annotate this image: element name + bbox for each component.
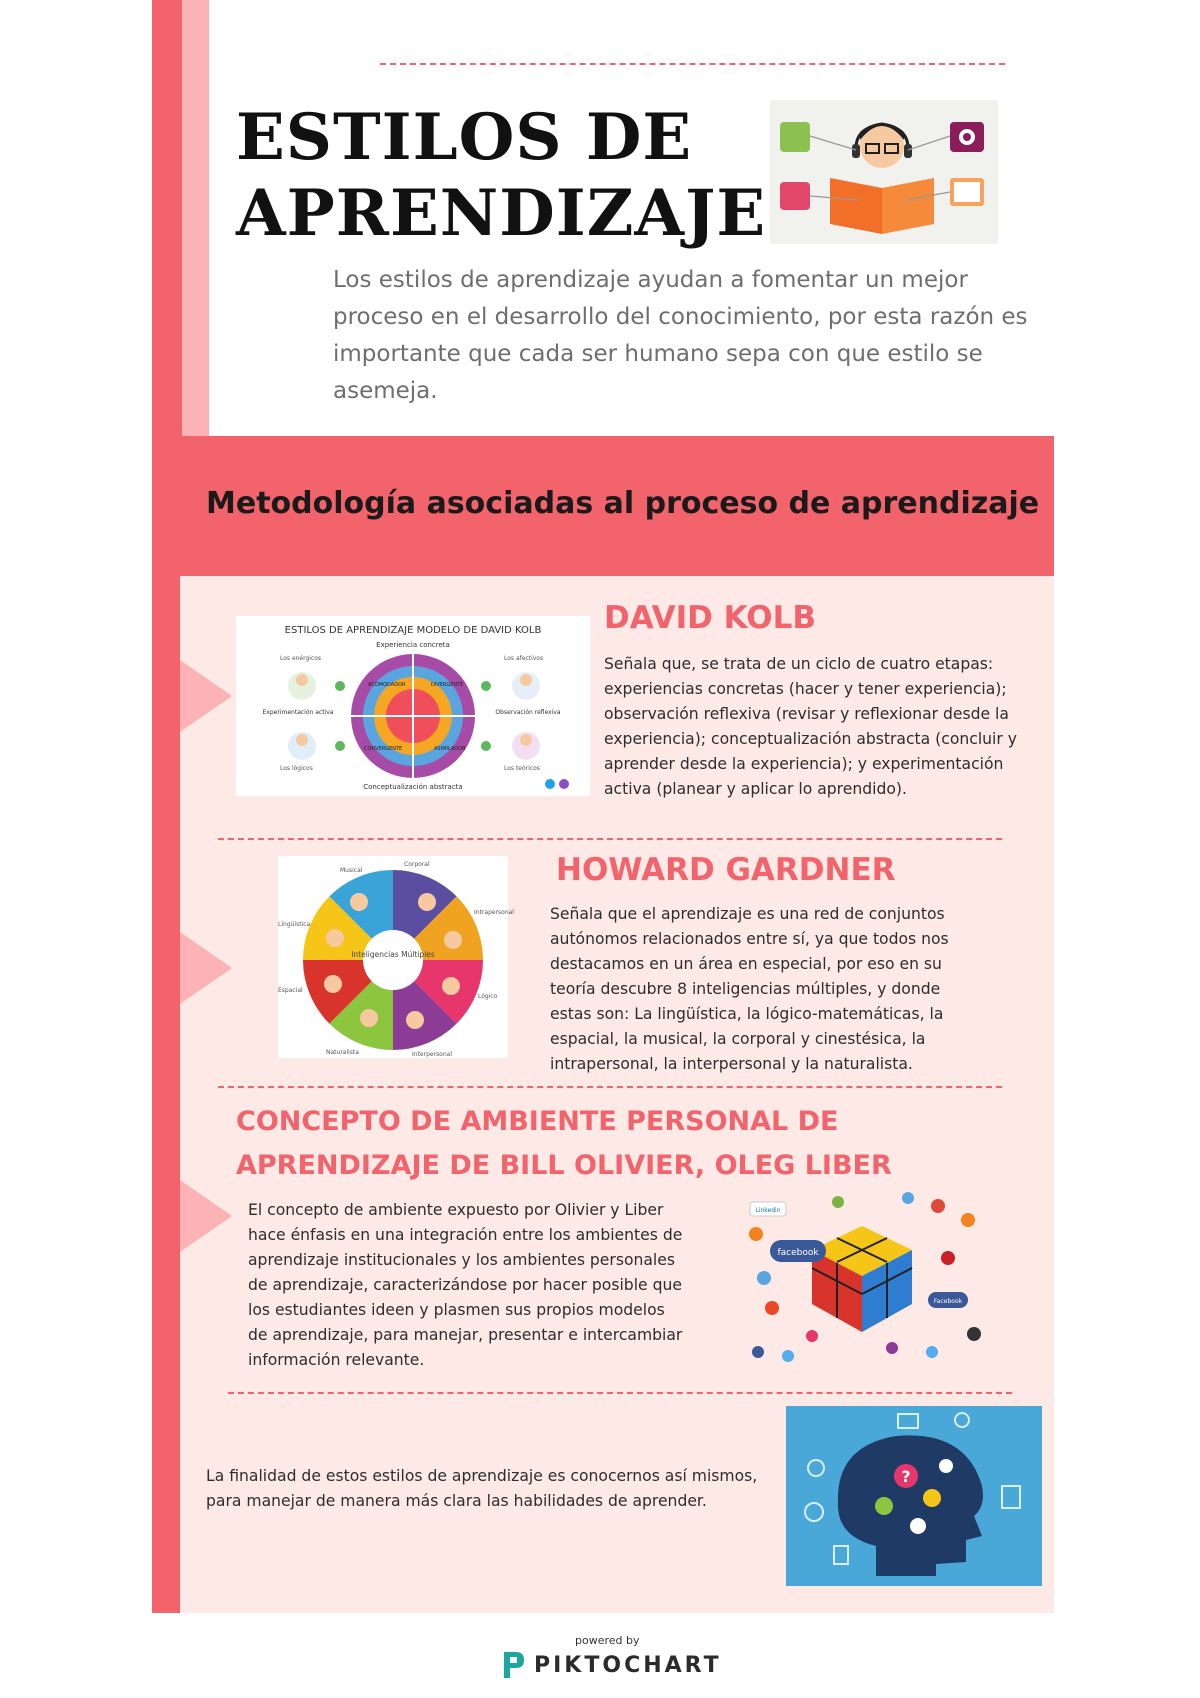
kolb-quadrant-2: DIVERGENTE <box>431 682 464 688</box>
kolb-character-2: Los afectivos <box>504 655 544 662</box>
kolb-diagram <box>236 616 590 796</box>
banner-title: Metodología asociadas al proceso de aprendizaje <box>206 486 1040 521</box>
footer-logo[interactable] <box>500 1650 722 1680</box>
gardner-label-6: Naturalista <box>326 1049 359 1056</box>
kolb-label-bottom: Conceptualización abstracta <box>363 783 463 791</box>
badge-facebook: facebook <box>777 1248 819 1258</box>
reader-illustration <box>770 100 998 244</box>
gardner-wheel <box>278 856 514 1058</box>
divider-1 <box>218 838 1002 840</box>
concept-title-line-1: CONCEPTO DE AMBIENTE PERSONAL DE <box>236 1106 839 1137</box>
concept-text: El concepto de ambiente expuesto por Olivier y Liber hace énfasis en una integración entre los ambientes de aprendizaje institucionales y los ambientes personales de aprendizaje, caracterizándose por hacer posible que los estudiantes ideen y plasmen sus propios modelos de aprendizaje, para manejar, presentar e intercambiar información relevante. <box>248 1201 683 1369</box>
gardner-title: HOWARD GARDNER <box>556 852 896 888</box>
kolb-character-1: Los enérgicos <box>280 655 322 662</box>
gardner-label-1: Musical <box>340 867 363 874</box>
badge-facebook-small: Facebook <box>933 1298 963 1305</box>
question-icon: ? <box>901 1467 911 1486</box>
footer-brand: PIKTOCHART <box>534 1652 722 1678</box>
gardner-label-7: Espacial <box>278 987 303 994</box>
badge-linkedin: Linkedin <box>755 1207 781 1214</box>
kolb-label-right: Observación reflexiva <box>495 709 561 716</box>
kolb-quadrant-4: ASIMILADOR <box>434 746 466 752</box>
gardner-label-5: Interpersonal <box>412 1051 452 1058</box>
gardner-label-3: Intrapersonal <box>474 909 514 916</box>
kolb-diagram-title: ESTILOS DE APRENDIZAJE MODELO DE DAVID KOLB <box>284 625 542 636</box>
concept-title <box>236 1100 996 1188</box>
footer-powered-by: powered by <box>575 1634 640 1647</box>
brain-illustration <box>786 1406 1042 1586</box>
kolb-character-4: Los teóricos <box>504 765 540 772</box>
page-title-line-2: APRENDIZAJE <box>236 176 767 251</box>
kolb-arrow-marker <box>180 660 232 732</box>
intro-paragraph: Los estilos de aprendizaje ayudan a fomentar un mejor proceso en el desarrollo del conocimiento, por esta razón es importante que cada ser humano sepa con que estilo se asemeja. <box>333 267 1028 404</box>
kolb-label-left: Experimentación activa <box>262 709 334 716</box>
gardner-wheel-center: Inteligencias Múltiples <box>351 950 435 959</box>
concept-arrow-marker <box>180 1180 232 1252</box>
kolb-label-top: Experiencia concreta <box>376 641 450 649</box>
kolb-quadrant-3: CONVERGENTE <box>364 746 403 752</box>
kolb-quadrant-1: ACOMODADOR <box>368 682 406 688</box>
gardner-arrow-marker <box>180 932 232 1004</box>
page-title <box>236 100 767 252</box>
left-accent-bar-light <box>182 0 209 436</box>
social-media-cube <box>742 1176 994 1372</box>
page-title-line-1: ESTILOS DE <box>236 100 693 175</box>
kolb-text: Señala que, se trata de un ciclo de cuatro etapas: experiencias concretas (hacer y tener experiencia); observación reflexiva (revisar y reflexionar desde la experiencia); conceptualización abstracta (concluir y aprender desde la experiencia); y experimentación activa (planear y aplicar lo aprendido). <box>604 655 1017 798</box>
divider-3 <box>228 1392 1012 1394</box>
closing-text: La finalidad de estos estilos de aprendizaje es conocernos así mismos, para manejar de manera más clara las habilidades de aprender. <box>206 1467 758 1510</box>
top-divider <box>380 63 1005 65</box>
piktochart-logo-icon <box>500 1650 526 1680</box>
gardner-label-2: Corporal <box>404 861 430 868</box>
gardner-label-8: Lingüística <box>278 921 311 928</box>
gardner-text: Señala que el aprendizaje es una red de conjuntos autónomos relacionados entre sí, ya que todos nos destacamos en un área en especial, por eso en su teoría descubre 8 inteligencias múltiples, y donde estas son: La lingüística, la lógico-matemáticas, la espacial, la musical, la corporal y cinestésica, la intrapersonal, la interpersonal y la naturalista. <box>550 905 949 1073</box>
kolb-title: DAVID KOLB <box>604 600 817 636</box>
kolb-character-3: Los lógicos <box>280 765 313 772</box>
gardner-label-4: Lógico <box>478 993 498 1000</box>
concept-title-line-2: APRENDIZAJE DE BILL OLIVIER, OLEG LIBER <box>236 1150 892 1181</box>
divider-2 <box>218 1086 1002 1088</box>
